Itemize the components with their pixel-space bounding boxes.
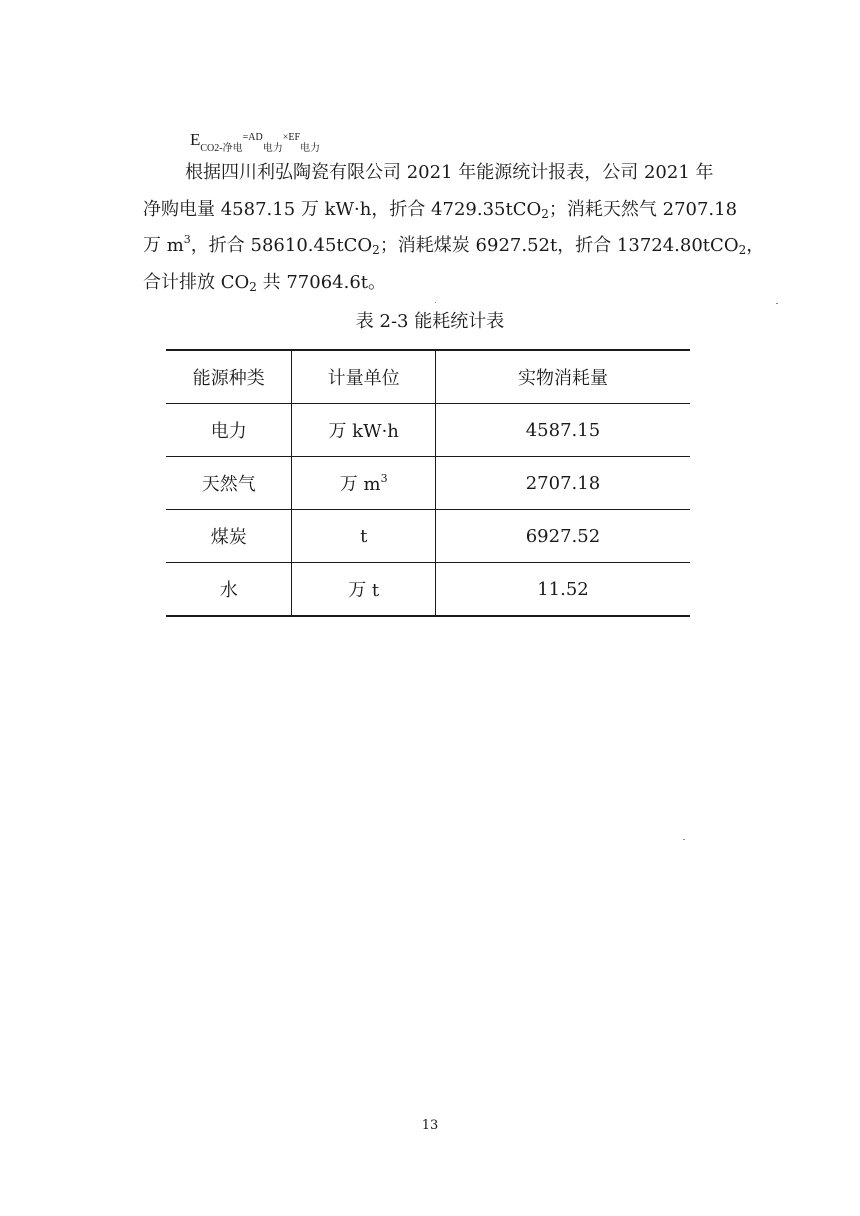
- subscript: 2: [249, 279, 257, 294]
- cell-energy-type: 水: [166, 563, 292, 617]
- cell-consumption: 4587.15: [435, 404, 690, 457]
- paragraph-line-1: [143, 155, 723, 192]
- text-run: 万 m: [143, 235, 184, 256]
- cell-unit: [292, 404, 435, 457]
- page-number: 13: [421, 1118, 439, 1133]
- table-row: [166, 510, 690, 563]
- unit-text: 万 t: [348, 580, 380, 601]
- formula-ad: =AD: [242, 132, 263, 143]
- scan-speck: [435, 302, 436, 303]
- unit-text: t: [360, 525, 368, 547]
- cell-unit: [292, 457, 435, 510]
- subscript: 2: [372, 243, 380, 257]
- text-run: ；消耗煤炭 6927.52t，折合 13724.80tCO: [379, 235, 739, 256]
- unit-text: 万 kW·h: [328, 421, 399, 442]
- formula-ef-subscript: 电力: [300, 143, 321, 154]
- scan-speck: [776, 303, 778, 304]
- header-unit: 计量单位: [292, 350, 435, 404]
- emission-formula: [190, 130, 320, 153]
- cell-consumption: 6927.52: [435, 510, 690, 563]
- text-run: 合计排放 CO: [143, 271, 250, 293]
- unit-superscript: 3: [380, 472, 388, 485]
- table-header-row: [166, 350, 690, 404]
- energy-consumption-table: [166, 349, 690, 617]
- table-row: [166, 563, 690, 617]
- text-run: ，: [746, 235, 765, 256]
- paragraph-line-4: [143, 265, 723, 302]
- formula-ad-subscript: 电力: [262, 143, 283, 154]
- scan-speck: [683, 839, 685, 840]
- formula-ef: ×EF: [282, 132, 301, 143]
- table-row: [166, 404, 690, 457]
- cell-consumption: 11.52: [435, 563, 690, 617]
- paragraph-line-3: [143, 228, 765, 265]
- paragraph-line-2: [143, 192, 738, 229]
- text-run: 根据四川利弘陶瓷有限公司 2021 年能源统计报表，公司 2021 年: [185, 162, 714, 183]
- text-run: ；消耗天然气 2707.18: [548, 198, 738, 220]
- cell-energy-type: 电力: [210, 421, 247, 442]
- text-run: ，折合 58610.45tCO: [190, 235, 373, 256]
- unit-text: 万 m: [339, 474, 381, 495]
- text-run: 净购电量 4587.15 万 kW·h，折合 4729.35tCO: [143, 198, 542, 220]
- subscript: 2: [541, 206, 549, 221]
- formula-e-subscript: CO2-净电: [200, 143, 243, 154]
- subscript: 2: [738, 243, 747, 257]
- cell-unit: [292, 563, 435, 617]
- table-row: [166, 457, 690, 510]
- header-energy-type: 能源种类: [192, 368, 265, 389]
- cell-energy-type: 煤炭: [166, 510, 292, 563]
- cell-consumption: 2707.18: [435, 457, 690, 510]
- body-paragraph: [143, 155, 765, 301]
- table-caption: 表 2-3 能耗统计表: [355, 311, 505, 332]
- cell-unit: [292, 510, 435, 563]
- text-run: 共 77064.6t。: [256, 271, 387, 293]
- formula-e: E: [190, 130, 201, 149]
- header-consumption: 实物消耗量: [435, 350, 690, 404]
- cell-energy-type: 天然气: [166, 457, 292, 510]
- superscript: 3: [183, 233, 191, 246]
